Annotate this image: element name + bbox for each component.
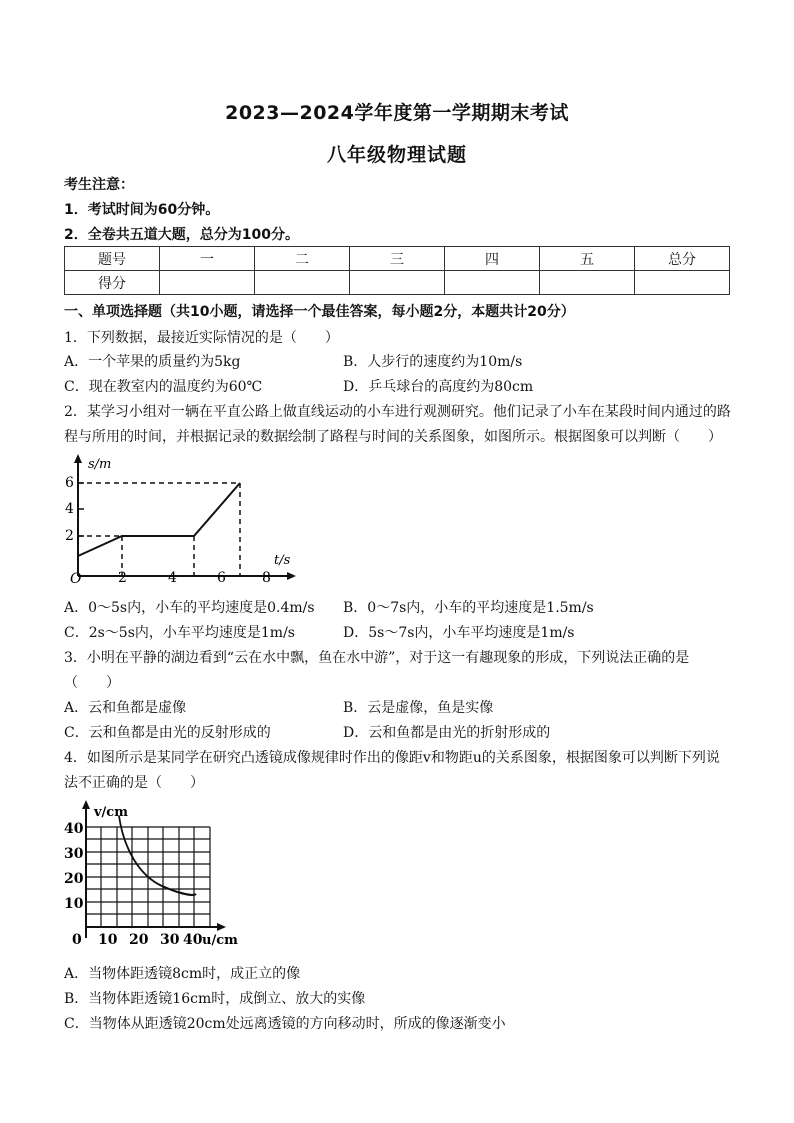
section-heading: 一、单项选择题（共10小题，请选择一个最佳答案，每小题2分，本题共计20分） <box>64 304 575 320</box>
y-tick-label: 2 <box>65 528 74 544</box>
y-tick-label: 6 <box>65 475 74 491</box>
score-input-cell[interactable] <box>350 271 445 295</box>
question-4-option-b[interactable]: B．当物体距透镜16cm时，成倒立、放大的实像 <box>64 991 366 1007</box>
distance-time-line <box>78 483 240 556</box>
score-input-cell[interactable] <box>540 271 635 295</box>
score-cell: 总分 <box>635 247 730 271</box>
score-input-cell[interactable] <box>255 271 350 295</box>
question-1-stem: 1．下列数据，最接近实际情况的是（ ） <box>64 330 339 346</box>
x-tick-label: 6 <box>217 570 226 586</box>
y-tick-label: 4 <box>65 501 74 517</box>
y-axis-label: v/cm <box>94 805 128 820</box>
question-1-option-b[interactable]: B．人步行的速度约为10m/s <box>343 354 523 370</box>
score-input-cell[interactable] <box>160 271 255 295</box>
x-tick-label: 2 <box>118 570 127 586</box>
question-3-stem-line-2: （ ） <box>64 675 120 691</box>
exam-subtitle: 八年级物理试题 <box>326 144 467 166</box>
score-cell: 四 <box>445 247 540 271</box>
question-1-option-a[interactable]: A．一个苹果的质量约为5kg <box>64 354 241 370</box>
x-axis-label: u/cm <box>202 933 238 948</box>
score-cell: 三 <box>350 247 445 271</box>
score-cell: 二 <box>255 247 350 271</box>
question-2-option-c[interactable]: C．2s～5s内，小车平均速度是1m/s <box>64 625 295 641</box>
x-tick-label: 30 <box>160 932 180 948</box>
question-4-option-a[interactable]: A．当物体距透镜8cm时，成正立的像 <box>64 966 301 982</box>
y-axis-arrow <box>74 454 82 463</box>
question-2-option-b[interactable]: B．0～7s内，小车的平均速度是1.5m/s <box>343 600 594 616</box>
question-2-stem-line-2: 程与所用的时间，并根据记录的数据绘制了路程与时间的关系图象，如图所示。根据图象可以判断（ ） <box>64 429 722 445</box>
question-2-stem-line-1: 2．某学习小组对一辆在平直公路上做直线运动的小车进行观测研究。他们记录了小车在某段时间内通过的路 <box>64 404 731 420</box>
question-2-option-d[interactable]: D．5s～7s内，小车平均速度是1m/s <box>343 625 575 641</box>
score-cell: 一 <box>160 247 255 271</box>
notice-item-1: 1．考试时间为60分钟。 <box>64 202 220 218</box>
score-cell: 题号 <box>65 247 160 271</box>
question-3-option-b[interactable]: B．云是虚像，鱼是实像 <box>343 700 494 716</box>
question-1-option-d[interactable]: D．乒乓球台的高度约为80cm <box>343 379 534 395</box>
score-table-score-row <box>65 271 730 295</box>
question-4-stem-line-2: 法不正确的是（ ） <box>64 775 204 791</box>
y-tick-label: 30 <box>64 846 84 862</box>
score-input-cell[interactable] <box>445 271 540 295</box>
y-axis-arrow <box>82 800 90 809</box>
x-tick-label: 40 <box>183 932 203 948</box>
score-cell: 五 <box>540 247 635 271</box>
origin-label: O <box>70 571 82 587</box>
exam-title: 2023—2024学年度第一学期期末考试 <box>225 102 569 124</box>
score-table-header-row <box>65 247 730 271</box>
y-tick-label: 20 <box>64 871 84 887</box>
notice-heading: 考生注意： <box>64 177 134 193</box>
x-tick-label: 10 <box>98 932 118 948</box>
y-tick-label: 10 <box>64 896 84 912</box>
distance-time-graph <box>62 452 302 587</box>
y-axis-label: s/m <box>88 457 112 472</box>
y-tick-label: 40 <box>64 821 84 837</box>
image-distance-curve <box>119 816 196 895</box>
x-axis-label: t/s <box>274 553 291 568</box>
notice-item-2: 2．全卷共五道大题，总分为100分。 <box>64 227 299 243</box>
score-cell: 得分 <box>65 271 160 295</box>
x-tick-label: 20 <box>129 932 149 948</box>
score-input-cell[interactable] <box>635 271 730 295</box>
question-2-option-a[interactable]: A．0～5s内，小车的平均速度是0.4m/s <box>64 600 315 616</box>
x-tick-label: 4 <box>168 570 177 586</box>
score-table <box>64 246 730 295</box>
image-distance-object-distance-graph <box>62 798 242 948</box>
origin-label: 0 <box>72 932 82 948</box>
question-3-option-a[interactable]: A．云和鱼都是虚像 <box>64 700 187 716</box>
question-3-option-d[interactable]: D．云和鱼都是由光的折射形成的 <box>343 725 551 741</box>
question-3-option-c[interactable]: C．云和鱼都是由光的反射形成的 <box>64 725 271 741</box>
question-4-stem-line-1: 4．如图所示是某同学在研究凸透镜成像规律时作出的像距v和物距u的关系图象，根据图象可以判断下列说 <box>64 750 720 766</box>
x-axis-arrow <box>287 572 296 580</box>
question-4-option-c[interactable]: C．当物体从距透镜20cm处远离透镜的方向移动时，所成的像逐渐变小 <box>64 1016 506 1032</box>
x-tick-label: 8 <box>262 570 271 586</box>
question-3-stem-line-1: 3．小明在平静的湖边看到“云在水中飘，鱼在水中游”，对于这一有趣现象的形成，下列说法正确的是 <box>64 650 690 666</box>
question-1-option-c[interactable]: C．现在教室内的温度约为60℃ <box>64 379 263 395</box>
x-axis-arrow <box>217 923 226 931</box>
